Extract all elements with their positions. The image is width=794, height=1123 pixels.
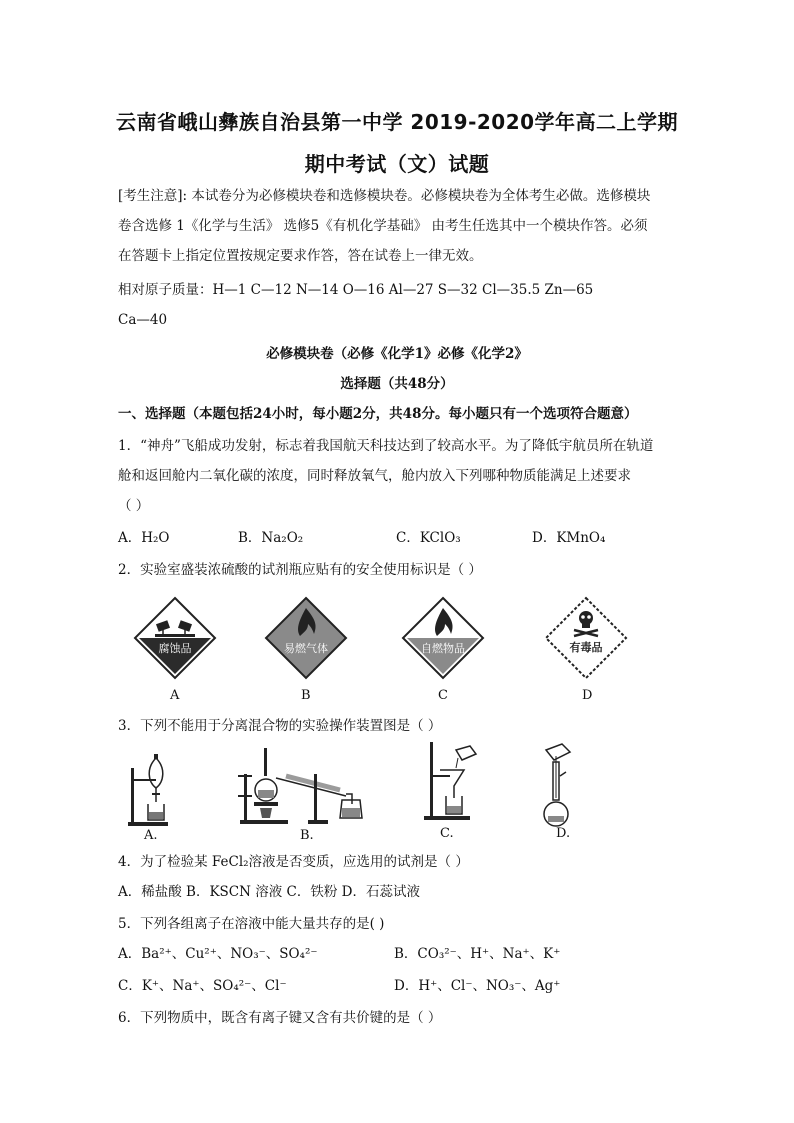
sign-text-d: 有毒品 (569, 641, 603, 654)
part-instruction: 一、选择题（本题包括24小时，每小题2分，共48分。每小题只有一个选项符合题意） (118, 406, 638, 422)
sign-text-b: 易燃气体 (284, 642, 328, 655)
q5-stem: 5．下列各组离子在溶液中能大量共存的是( ) (118, 916, 385, 932)
q5-option-b: B．CO₃²⁻、H⁺、Na⁺、K⁺ (394, 946, 561, 962)
q1-stem-line-1: 1．“神舟”飞船成功发射，标志着我国航天科技达到了较高水平。为了降低宇航员所在轨道 (118, 438, 654, 454)
section-title: 必修模块卷（必修《化学1》必修《化学2》 (266, 346, 528, 362)
part-title: 选择题（共48分） (340, 376, 454, 392)
q5-option-c: C．K⁺、Na⁺、SO₄²⁻、Cl⁻ (118, 978, 287, 994)
volumetric-flask-apparatus (536, 742, 586, 828)
toxic-sign (544, 596, 628, 680)
q5-option-d: D．H⁺、Cl⁻、NO₃⁻、Ag⁺ (394, 978, 561, 994)
sign-text-a: 腐蚀品 (158, 642, 192, 655)
q1-stem-line-3: （ ） (118, 498, 150, 514)
q1-stem-line-2: 舱和返回舱内二氧化碳的浓度，同时释放氧气，舱内放入下列哪种物质能满足上述要求 (118, 468, 631, 484)
sign-letter-b: B (301, 688, 311, 703)
atomic-masses-cont: Ca—40 (118, 312, 168, 328)
apparatus-label-a: A. (144, 828, 158, 843)
q2-stem: 2．实验室盛装浓硫酸的试剂瓶应贴有的安全使用标识是（ ） (118, 562, 482, 578)
page-title: 云南省峨山彝族自治县第一中学 2019-2020学年高二上学期 (115, 110, 679, 134)
apparatus-label-c: C. (440, 826, 454, 841)
spontaneously-combustible-sign (401, 596, 485, 680)
q5-option-a: A．Ba²⁺、Cu²⁺、NO₃⁻、SO₄²⁻ (118, 946, 318, 962)
distillation-apparatus (236, 744, 370, 828)
q4-options: A．稀盐酸 B．KSCN 溶液 C．铁粉 D．石蕊试液 (118, 884, 420, 900)
notice-line-2: 卷含选修 1《化学与生活》 选修5《有机化学基础》 由考生任选其中一个模块作答。必须 (118, 218, 648, 234)
q1-option-a: A．H₂O (118, 530, 170, 546)
q3-stem: 3．下列不能用于分离混合物的实验操作装置图是（ ） (118, 718, 442, 734)
q4-stem: 4．为了检验某 FeCl₂溶液是否变质，应选用的试剂是（ ） (118, 854, 469, 870)
apparatus-label-d: D. (556, 826, 571, 841)
q1-option-c: C．KClO₃ (396, 530, 461, 546)
flammable-gas-sign (264, 596, 348, 680)
filtration-apparatus (418, 740, 488, 826)
q1-option-d: D．KMnO₄ (532, 530, 606, 546)
page-subtitle: 期中考试（文）试题 (304, 152, 490, 176)
q1-option-b: B．Na₂O₂ (238, 530, 304, 546)
separatory-funnel-apparatus (122, 752, 182, 832)
corrosive-sign (133, 596, 217, 680)
atomic-masses: 相对原子质量：H—1 C—12 N—14 O—16 Al—27 S—32 Cl—35.5 Zn—65 (118, 282, 594, 298)
notice-line-3: 在答题卡上指定位置按规定要求作答，答在试卷上一律无效。 (118, 248, 483, 264)
q6-stem: 6．下列物质中，既含有离子键又含有共价键的是（ ） (118, 1010, 442, 1026)
sign-letter-d: D (582, 688, 593, 703)
sign-letter-a: A (170, 688, 180, 703)
sign-letter-c: C (438, 688, 448, 703)
sign-text-c: 自燃物品 (421, 642, 465, 655)
notice-line-1: [考生注意]: 本试卷分为必修模块卷和选修模块卷。必修模块卷为全体考生必做。选修模块 (118, 188, 651, 204)
apparatus-label-b: B. (300, 828, 314, 843)
